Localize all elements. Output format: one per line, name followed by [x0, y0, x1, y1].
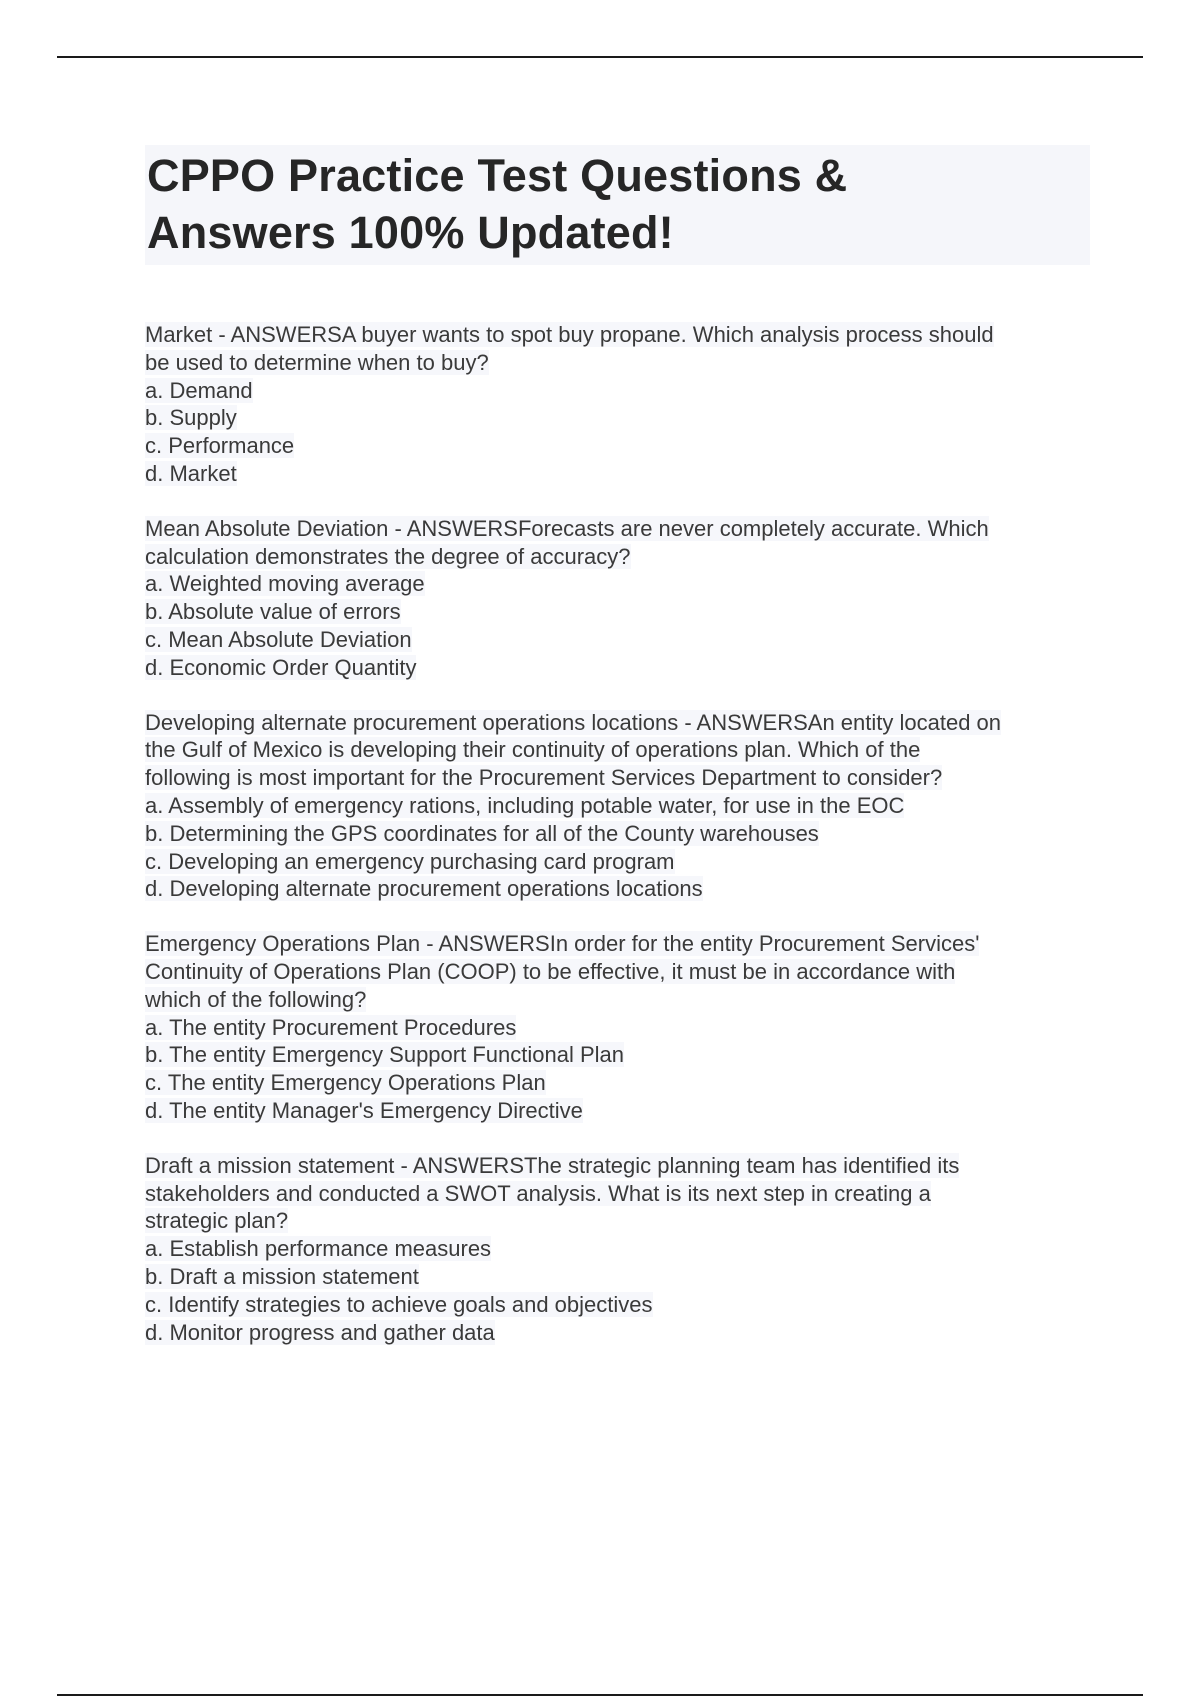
- question-text-line: Developing alternate procurement operations locations - ANSWERSAn entity located on: [145, 709, 1002, 735]
- answer-option: d. Economic Order Quantity: [145, 654, 417, 680]
- title-line: CPPO Practice Test Questions &: [147, 150, 848, 201]
- answer-option: b. The entity Emergency Support Functional Plan: [145, 1042, 624, 1068]
- answer-option: b. Supply: [145, 405, 237, 431]
- answer-option: b. Absolute value of errors: [145, 599, 401, 625]
- answer-option: c. Mean Absolute Deviation: [145, 626, 412, 652]
- answer-option: b. Draft a mission statement: [145, 1263, 419, 1289]
- answer-option: d. The entity Manager's Emergency Directive: [145, 1097, 583, 1123]
- answer-option: a. Demand: [145, 377, 253, 403]
- document-content: [145, 145, 1090, 1373]
- question-text-line: Draft a mission statement - ANSWERSThe strategic planning team has identified its: [145, 1152, 960, 1178]
- answer-option: d. Developing alternate procurement operations locations: [145, 876, 703, 902]
- answer-option: b. Determining the GPS coordinates for all of the County warehouses: [145, 820, 819, 846]
- answer-option: a. Establish performance measures: [145, 1236, 492, 1262]
- question-text-line: Market - ANSWERSA buyer wants to spot buy propane. Which analysis process should: [145, 322, 994, 347]
- question-text-line: Continuity of Operations Plan (COOP) to be effective, it must be in accordance with: [145, 958, 956, 984]
- answer-option: c. Performance: [145, 433, 295, 459]
- question-text-line: the Gulf of Mexico is developing their continuity of operations plan. Which of the: [145, 737, 921, 763]
- question-text-line: Emergency Operations Plan - ANSWERSIn order for the entity Procurement Services': [145, 931, 980, 957]
- answer-option: a. Assembly of emergency rations, including potable water, for use in the EOC: [145, 792, 905, 818]
- top-divider: [57, 56, 1143, 58]
- question-block: [145, 321, 1090, 488]
- answer-option: c. Identify strategies to achieve goals and objectives: [145, 1291, 653, 1317]
- answer-option: c. Developing an emergency purchasing card program: [145, 848, 675, 874]
- question-text-line: Mean Absolute Deviation - ANSWERSForecasts are never completely accurate. Which: [145, 515, 989, 541]
- answer-option: c. The entity Emergency Operations Plan: [145, 1070, 546, 1096]
- question-block: [145, 515, 1090, 682]
- answer-option: d. Market: [145, 460, 237, 486]
- bottom-divider: [57, 1694, 1143, 1696]
- answer-option: a. Weighted moving average: [145, 571, 425, 597]
- answer-option: d. Monitor progress and gather data: [145, 1319, 495, 1345]
- title-block: [145, 145, 1090, 265]
- page-title: [147, 147, 1090, 261]
- question-block: [145, 709, 1090, 904]
- question-text-line: which of the following?: [145, 986, 367, 1012]
- question-text-line: calculation demonstrates the degree of accuracy?: [145, 543, 631, 569]
- question-text-line: stakeholders and conducted a SWOT analysis. What is its next step in creating a: [145, 1180, 931, 1206]
- question-text-line: following is most important for the Procurement Services Department to consider?: [145, 765, 943, 791]
- question-block: [145, 1152, 1090, 1347]
- question-block: [145, 930, 1090, 1125]
- answer-option: a. The entity Procurement Procedures: [145, 1014, 517, 1040]
- question-text-line: be used to determine when to buy?: [145, 349, 489, 375]
- title-line: Answers 100% Updated!: [147, 207, 674, 258]
- question-text-line: strategic plan?: [145, 1208, 289, 1234]
